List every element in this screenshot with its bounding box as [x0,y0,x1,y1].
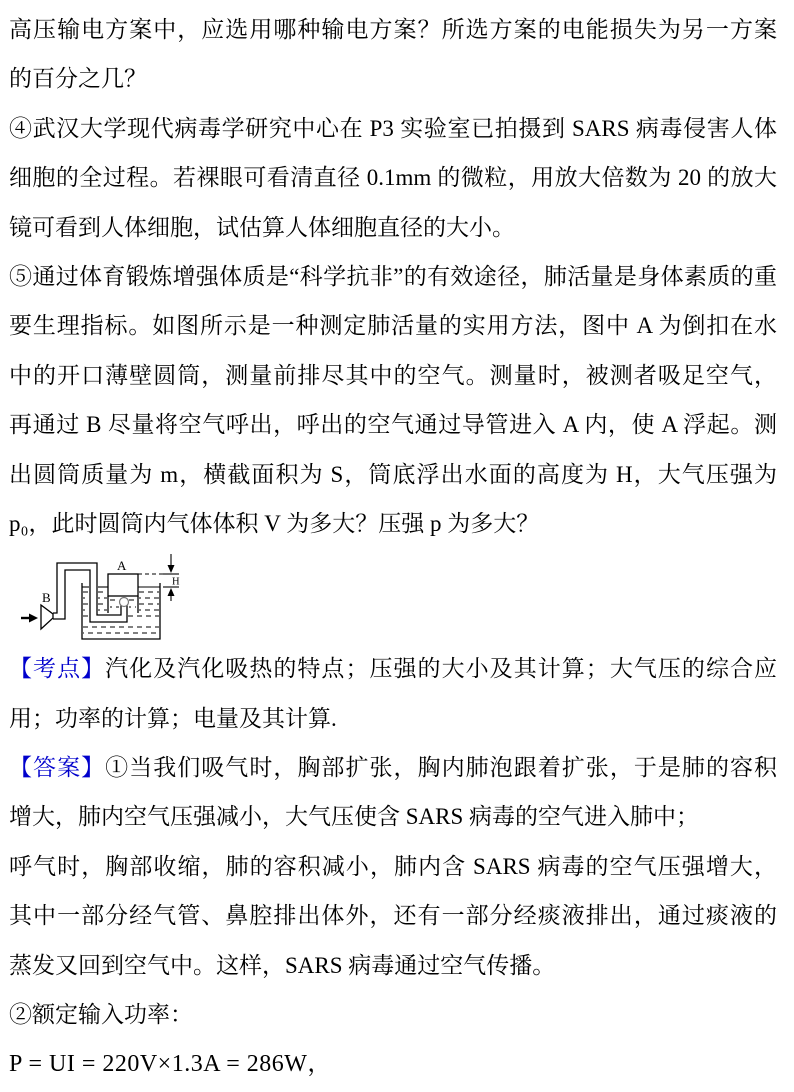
answer-line [9,746,777,795]
answer-line: 增大，肺内空气压强减小，大气压使含 SARS 病毒的空气进入肺中； [9,804,700,830]
item4-line: ④武汉大学现代病毒学研究中心在 P3 实验室已拍摄到 SARS 病毒侵害人体 [9,115,777,141]
inlet-arrow-icon [21,614,38,623]
mouthpiece-funnel [41,605,53,629]
item5-line: 出圆筒质量为 m，横截面积为 S，筒底浮出水面的高度为 H，大气压强为 [9,461,777,487]
item4-line: 细胞的全过程。若裸眼可看清直径 0.1mm 的微粒，用放大倍数为 20 的放大 [9,165,777,191]
keypoints-text: 汽化及汽化吸热的特点；压强的大小及其计算；大气压的综合应 [105,656,777,682]
answer-label: 【答案】 [9,755,106,781]
diagram-label-h: H [172,576,180,588]
keypoints-line [9,647,777,696]
item4-line: 镜可看到人体细胞，试估算人体细胞直径的大小。 [9,214,515,240]
answer-line: 其中一部分经气管、鼻腔排出体外，还有一部分经痰液排出，通过痰液的 [9,903,777,929]
keypoints-label: 【考点】 [9,656,106,682]
cylinder-a [108,574,138,613]
tube-outlet [120,598,129,607]
item5-line: ⑤通过体育锻炼增强体质是“科学抗非”的有效途径，肺活量是身体素质的重 [9,263,777,289]
intro-line: 高压输电方案中，应选用哪种输电方案？所选方案的电能损失为另一方案 [9,17,777,42]
answer-line: 呼气时，胸部收缩，肺的容积减小，肺内含 SARS 病毒的空气压强增大， [9,853,777,879]
item5-line: 要生理指标。如图所示是一种测定肺活量的实用方法，图中 A 为倒扣在水 [9,313,777,339]
diagram-label-a: A [117,558,127,574]
physics-diagram [15,551,205,647]
power-formula: P = UI = 220V×1.3A = 286W， [9,1051,332,1078]
diagram-label-b: B [42,590,51,606]
intro-line: 的百分之几？ [9,66,147,92]
answer-line: 蒸发又回到空气中。这样，SARS 病毒通过空气传播。 [9,952,556,978]
keypoints-line: 用；功率的计算；电量及其计算. [9,705,337,731]
item5-line: p₀，此时圆筒内气体体积 V 为多大？压强 p 为多大？ [9,510,540,536]
answer-text: ①当我们吸气时，胸部扩张，胸内肺泡跟着扩张，于是肺的容积 [105,755,777,781]
item5-line: 再通过 B 尽量将空气呼出，呼出的空气通过导管进入 A 内，使 A 浮起。测 [9,412,777,438]
item2-heading: ②额定输入功率： [9,1002,193,1028]
item5-line: 中的开口薄壁圆筒，测量前排尽其中的空气。测量时，被测者吸足空气， [9,362,777,388]
physics-diagram-figure [9,551,777,647]
